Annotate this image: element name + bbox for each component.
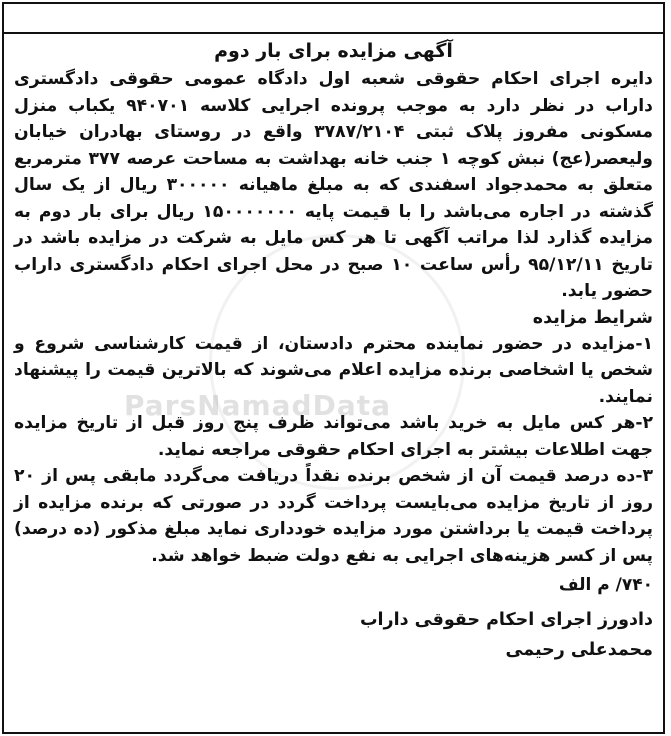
watermark: ParsNamadData <box>124 389 391 422</box>
reference-number: ۷۴۰/ م الف <box>558 575 653 595</box>
top-strip <box>4 4 663 34</box>
notice-frame <box>2 2 665 734</box>
notice-intro: دایره اجرای احکام حقوقی شعبه اول دادگاه عمومی حقوقی دادگستری داراب در نظر دارد به موجب پرونده اجرایی کلاسه ۹۴۰۷۰۱ یکباب منزل مسکونی مفروز پلاک ثبتی ۳۷۸۷/۲۱۰۴ واقع در روستای بهادران خیابان ولیعصر(عج) نبش کوچه ۱ جنب خانه بهداشت به مساحت عرصه ۳۷۷ مترمربع متعلق به محمدجواد اسفندی که به مبلغ ماهیانه ۳۰۰۰۰۰ ریال از یک سال گذشته در اجاره می‌باشد را با قیمت پایه ۱۵۰۰۰۰۰۰۰ ریال برای بار دوم به مزایده گذارد لذا مراتب آگهی تا هر کس مایل به شرکت در مزایده باشد در تاریخ ۹۵/۱۲/۱۱ رأس ساعت ۱۰ صبح در محل اجرای احکام دادگستری داراب حضور یابد. <box>14 69 654 301</box>
notice-title: آگهی مزایده برای بار دوم <box>214 40 453 62</box>
signature-role: دادورز اجرای احکام حقوقی داراب <box>359 610 653 630</box>
condition-3: ۳-ده درصد قیمت آن از شخص برنده نقداً دریافت می‌گردد مابقی پس از ۲۰ روز از تاریخ مزایده می‌بایست پرداخت گردد در صورتی که برنده مزایده از پرداخت قیمت یا برداشتن مورد مزایده خودداری نماید مبلغ مذکور (ده درصد) پس از کسر هزینه‌های اجرایی به نفع دولت ضبط خواهد شد. <box>14 466 653 566</box>
condition-1: ۱-مزایده در حضور نماینده محترم دادستان، از قیمت کارشناسی شروع و شخص یا اشخاصی برنده مزایده اعلام می‌شوند که بالاترین قیمت را پیشنهاد نمایند. <box>14 333 653 407</box>
conditions-title: شرایط مزایده <box>532 307 653 328</box>
signature-name: محمدعلی رحیمی <box>505 640 653 660</box>
notice-content <box>14 38 653 665</box>
condition-2: ۲-هر کس مایل به خرید باشد می‌تواند ظرف پنج روز قبل از تاریخ مزایده جهت اطلاعات بیشتر به اجرای احکام حقوقی مراجعه نماید. <box>14 413 653 460</box>
